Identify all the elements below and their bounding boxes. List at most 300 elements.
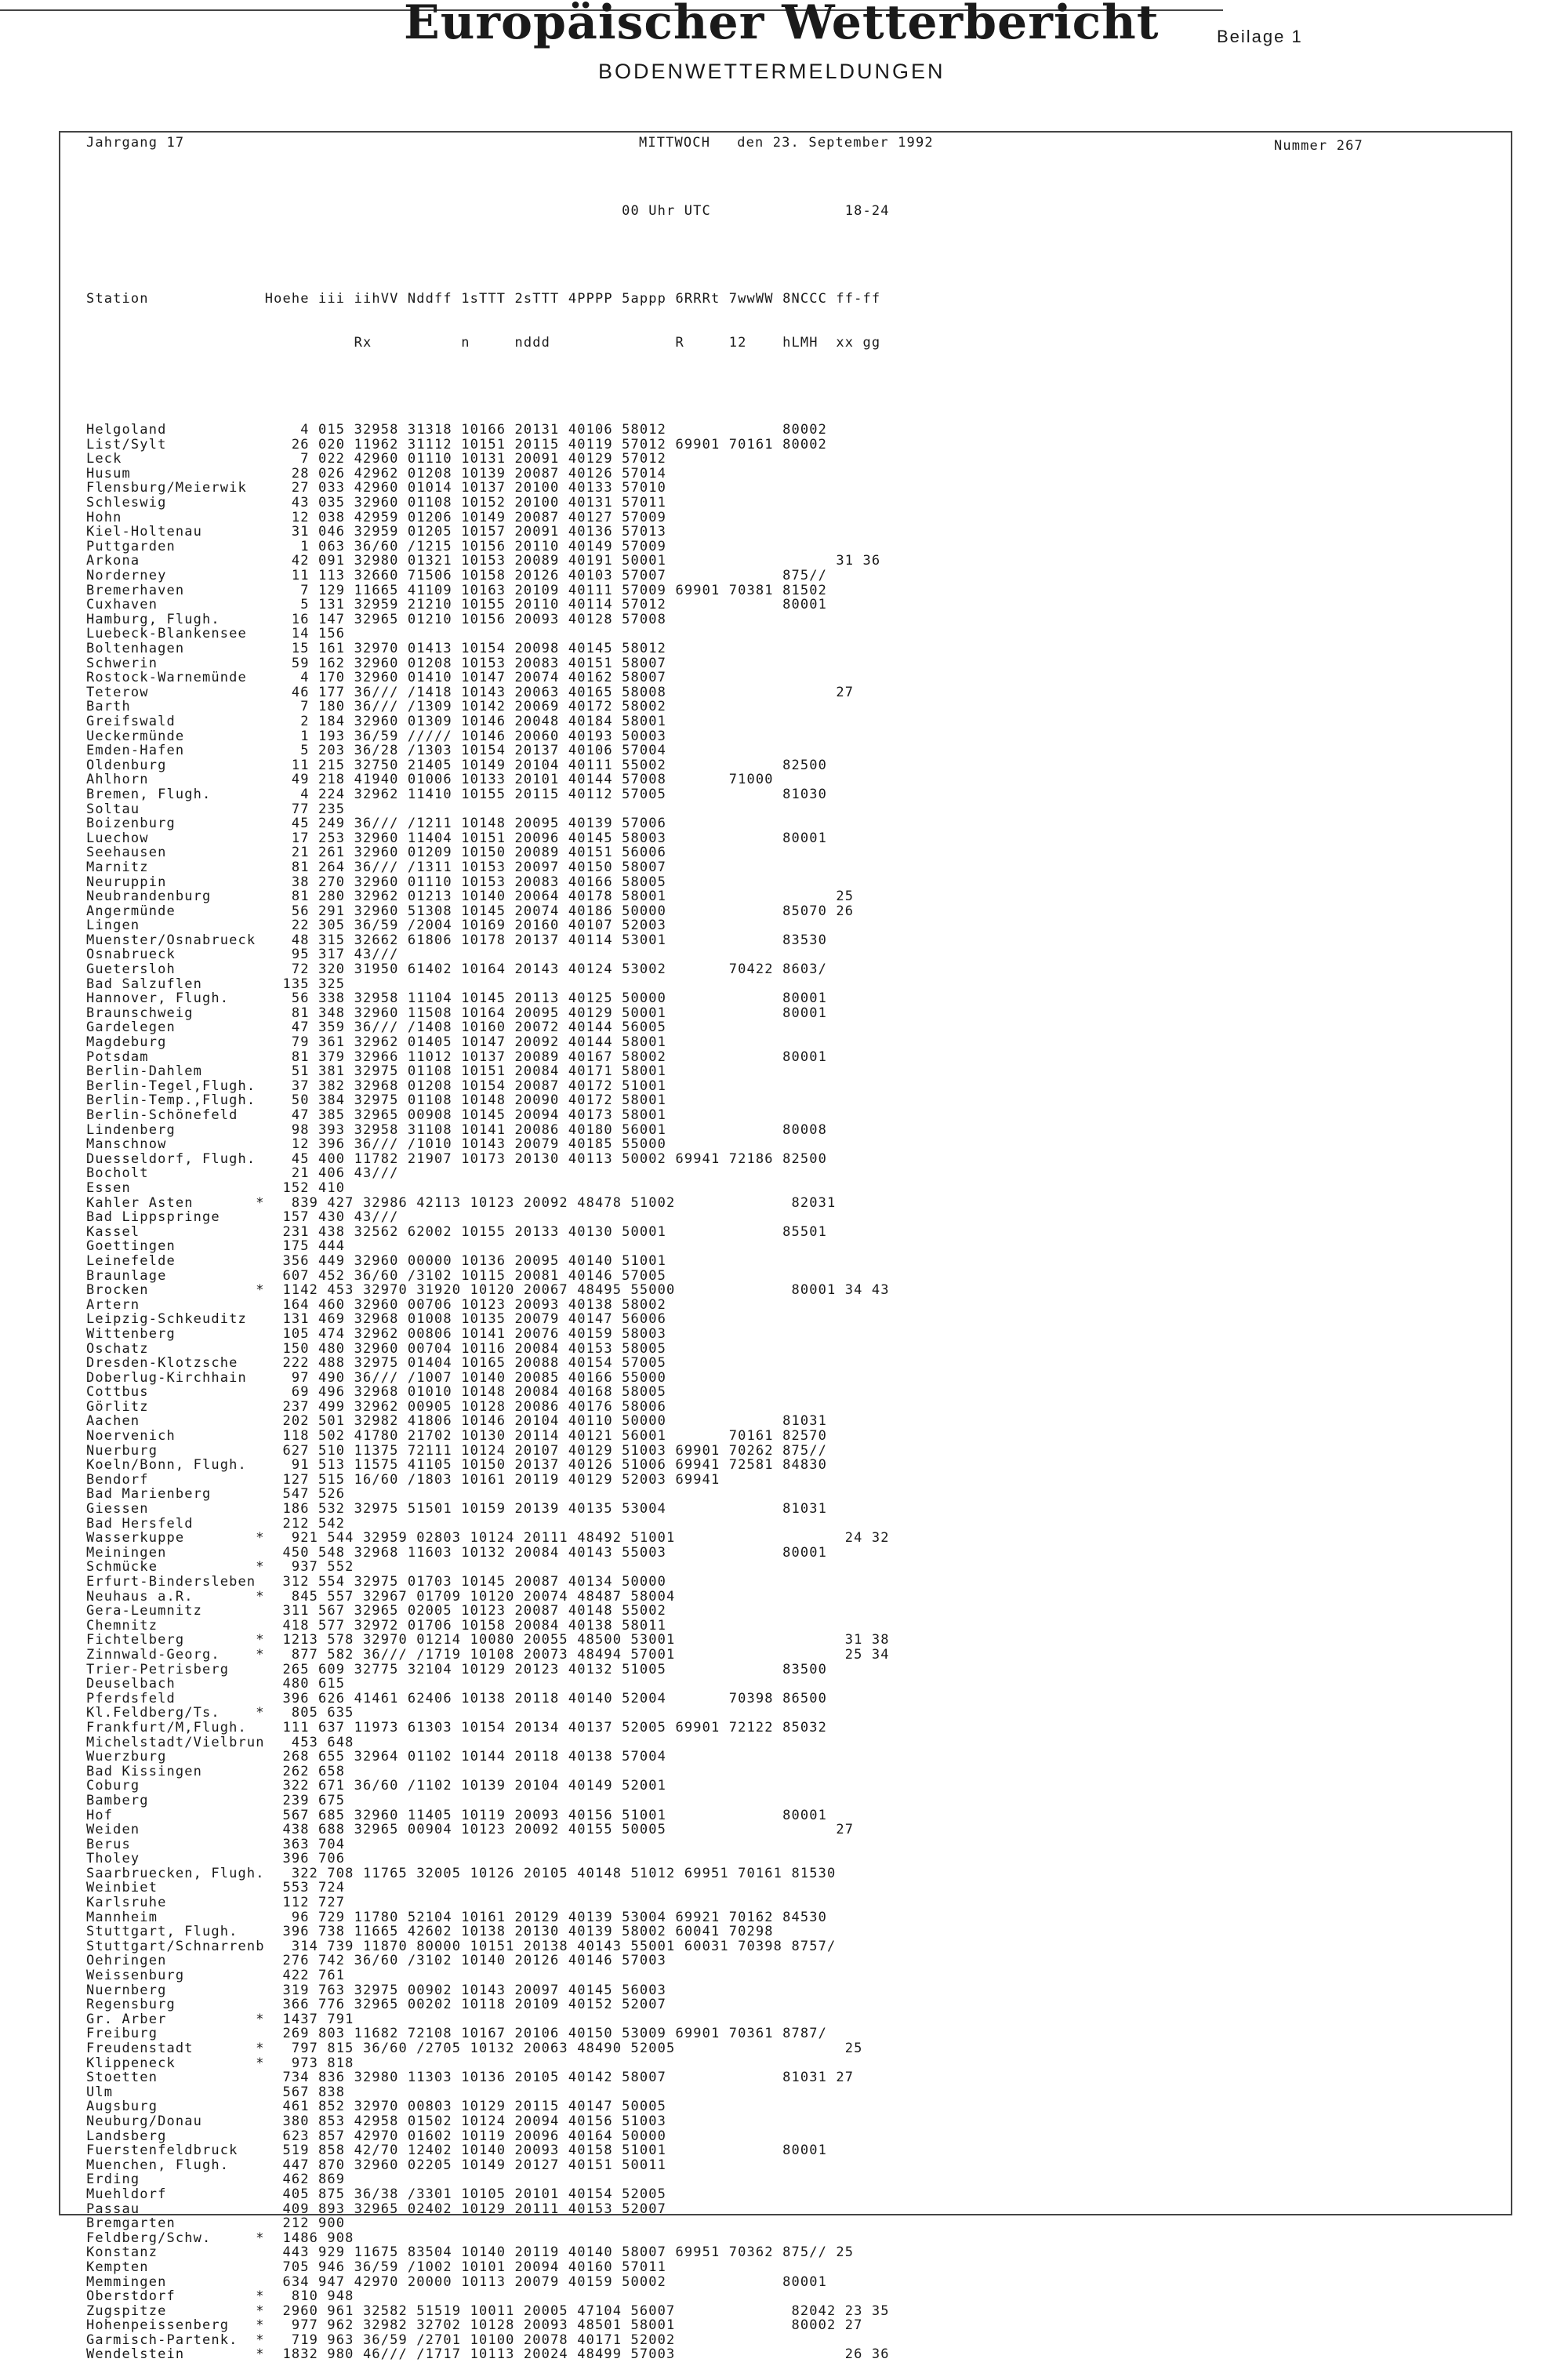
row-113-cell-11: 81031 <box>782 2070 837 2086</box>
row-17-cell-5: 10147 <box>461 670 515 686</box>
row-95-cell-12 <box>836 1808 889 1823</box>
row-7-cell-11 <box>782 524 836 540</box>
row-7-cell-5: 10157 <box>461 524 515 540</box>
row-121-cell-10 <box>729 2186 782 2202</box>
row-3-cell-2: 026 <box>318 465 354 482</box>
table-row <box>86 845 898 860</box>
row-110-cell-9: 69901 <box>675 2026 729 2042</box>
row-96-cell-0: Weiden <box>86 1822 265 1838</box>
row-1-cell-2: 020 <box>318 436 354 453</box>
row-21-cell-7: 40193 <box>568 728 622 744</box>
row-71-cell-3: 11575 <box>354 1457 408 1474</box>
row-13-cell-0: Hamburg, Flugh. <box>86 611 265 627</box>
table-row <box>86 1895 898 1910</box>
row-43-cell-5: 10137 <box>461 1049 515 1065</box>
row-31-cell-9 <box>675 874 728 890</box>
row-23-cell-9 <box>675 758 728 773</box>
row-74-cell-10 <box>729 1501 782 1517</box>
volume-label: Jahrgang 17 <box>86 135 185 151</box>
row-79-cell-12 <box>836 1574 889 1590</box>
row-23-cell-3: 32750 <box>354 757 408 773</box>
row-83-cell-2: 578 <box>327 1632 363 1648</box>
row-118-cell-1: 519 <box>264 2143 319 2159</box>
row-51-cell-8 <box>622 1165 675 1181</box>
row-124-cell-4 <box>416 2230 470 2246</box>
row-87-cell-12 <box>836 1691 889 1706</box>
row-110-cell-3: 11682 <box>354 2026 408 2042</box>
row-64-cell-11 <box>782 1355 836 1371</box>
table-row <box>86 1663 898 1677</box>
row-55-cell-12 <box>836 1224 889 1240</box>
row-80-cell-9 <box>684 1589 738 1605</box>
row-89-cell-6: 20134 <box>514 1719 568 1736</box>
row-93-cell-9 <box>675 1778 728 1794</box>
table-row <box>86 1910 898 1925</box>
row-88-cell-11 <box>791 1705 844 1721</box>
row-53-cell-2: 427 <box>327 1194 363 1211</box>
row-9-cell-5: 10153 <box>461 553 515 569</box>
row-109-cell-10 <box>738 2012 791 2027</box>
row-123-cell-12 <box>836 2215 889 2231</box>
date: den 23. September 1992 <box>737 135 934 151</box>
row-103-cell-6: 20130 <box>514 1924 568 1940</box>
row-102-cell-10: 70162 <box>728 1909 783 1925</box>
row-122-cell-2: 893 <box>318 2201 354 2217</box>
row-30-cell-8: 58007 <box>622 859 676 875</box>
row-14-cell-5 <box>461 626 514 641</box>
table-row <box>86 1327 898 1342</box>
row-105-cell-2: 742 <box>318 1953 354 1969</box>
row-15-cell-0: Boltenhagen <box>86 641 265 656</box>
row-12-cell-7: 40114 <box>568 597 622 613</box>
row-105-cell-6: 20126 <box>514 1953 568 1969</box>
row-42-cell-7: 40144 <box>568 1034 622 1051</box>
row-1-cell-1: 26 <box>264 436 319 453</box>
row-10-cell-4: 71506 <box>407 568 462 584</box>
table-row <box>86 758 898 773</box>
row-48-cell-8: 56001 <box>622 1121 676 1138</box>
row-101-cell-6 <box>515 1895 568 1910</box>
row-121-cell-11 <box>782 2186 836 2202</box>
table-row <box>86 1312 898 1327</box>
row-53-cell-9 <box>684 1195 738 1211</box>
row-103-cell-7: 40139 <box>568 1924 622 1940</box>
row-97-cell-6 <box>515 1837 568 1852</box>
row-112-cell-11 <box>791 2055 844 2071</box>
row-97-cell-4 <box>408 1837 461 1852</box>
row-82-cell-9 <box>675 1618 728 1634</box>
row-80-cell-4: 01709 <box>416 1588 470 1605</box>
table-row <box>86 2289 898 2304</box>
row-101-cell-2: 727 <box>318 1895 354 1911</box>
row-3-cell-10 <box>729 466 782 482</box>
row-64-cell-1: 222 <box>264 1355 319 1372</box>
row-110-cell-4: 72108 <box>407 2026 462 2042</box>
row-94-cell-10 <box>729 1793 782 1808</box>
row-127-cell-1: 634 <box>264 2273 319 2290</box>
row-111-cell-12: 25 <box>844 2041 899 2056</box>
row-3-cell-11 <box>782 466 836 482</box>
row-86-cell-6 <box>515 1676 568 1692</box>
row-26-cell-9 <box>675 801 728 817</box>
row-89-cell-4: 61303 <box>407 1719 462 1736</box>
row-36-cell-3: 43/// <box>354 947 408 963</box>
spacer-row <box>86 379 898 394</box>
row-119-cell-0: Muenchen, Flugh. <box>86 2157 265 2173</box>
row-73-cell-3 <box>354 1486 408 1502</box>
row-116-cell-6: 20094 <box>514 2113 568 2129</box>
row-96-cell-11 <box>782 1822 836 1837</box>
row-121-cell-2: 875 <box>318 2186 354 2202</box>
row-42-cell-10 <box>729 1034 782 1050</box>
row-25-cell-4: 11410 <box>407 786 462 802</box>
row-3-cell-1: 28 <box>264 465 319 482</box>
row-12-cell-2: 131 <box>318 597 354 613</box>
row-6-cell-6: 20087 <box>514 509 568 525</box>
row-32-cell-5: 10140 <box>461 889 515 905</box>
row-76-cell-11 <box>791 1530 844 1546</box>
observation-table <box>86 175 898 2377</box>
row-109-cell-3 <box>363 2012 416 2027</box>
row-123-cell-3 <box>354 2215 408 2231</box>
table-row <box>86 2333 898 2348</box>
row-62-cell-5: 10141 <box>461 1325 515 1342</box>
row-91-cell-6: 20118 <box>514 1749 568 1765</box>
row-26-cell-6 <box>515 801 568 817</box>
row-55-cell-3: 32562 <box>354 1223 408 1240</box>
row-13-cell-7: 40128 <box>568 611 622 627</box>
row-115-cell-1: 461 <box>264 2099 319 2115</box>
row-52-cell-5 <box>461 1180 514 1196</box>
row-129-cell-5: 10011 <box>470 2302 524 2319</box>
row-53-cell-8: 51002 <box>630 1194 684 1211</box>
row-50-cell-0: Duesseldorf, Flugh. <box>86 1150 265 1167</box>
row-9-cell-4: 01321 <box>407 553 462 569</box>
row-13-cell-4: 01210 <box>407 611 462 627</box>
row-46-cell-9 <box>675 1092 728 1108</box>
row-86-cell-11 <box>782 1676 836 1692</box>
row-90-cell-9 <box>684 1735 738 1750</box>
row-128-cell-8 <box>631 2288 684 2304</box>
row-109-cell-9 <box>684 2012 738 2027</box>
row-1-cell-10: 70161 <box>728 436 783 453</box>
row-46-cell-0: Berlin-Temp.,Flugh. <box>86 1092 265 1109</box>
row-83-cell-3: 32970 <box>362 1632 417 1648</box>
row-5-cell-1: 43 <box>264 495 319 511</box>
row-59-cell-7: 48495 <box>577 1282 631 1299</box>
row-30-cell-3: 36/// <box>354 859 408 875</box>
row-33-cell-4: 51308 <box>407 903 462 919</box>
row-62-cell-6: 20076 <box>514 1325 568 1342</box>
row-40-cell-0: Braunschweig <box>86 1005 265 1021</box>
row-6-cell-11 <box>782 510 836 525</box>
row-91-cell-3: 32964 <box>354 1749 408 1765</box>
row-39-cell-0: Hannover, Flugh. <box>86 990 265 1007</box>
table-row <box>86 816 898 831</box>
row-127-cell-6: 20079 <box>514 2273 568 2290</box>
row-48-cell-6: 20086 <box>514 1121 568 1138</box>
row-17-cell-8: 58007 <box>622 670 676 686</box>
row-7-cell-1: 31 <box>264 524 319 540</box>
row-57-cell-11 <box>782 1253 836 1269</box>
row-129-cell-4: 51519 <box>416 2302 470 2319</box>
row-94-cell-6 <box>515 1793 568 1808</box>
row-32-cell-11 <box>782 889 836 904</box>
row-11-cell-3: 11665 <box>354 582 408 598</box>
row-39-cell-9 <box>675 990 728 1006</box>
row-131-cell-1: 719 <box>274 2332 328 2348</box>
row-86-cell-1: 480 <box>264 1676 319 1692</box>
row-108-cell-10 <box>729 1997 782 2012</box>
row-34-cell-4: /2004 <box>407 918 462 934</box>
row-91-cell-0: Wuerzburg <box>86 1749 265 1765</box>
row-109-cell-6 <box>524 2012 577 2027</box>
row-70-cell-8: 51003 <box>622 1442 676 1459</box>
row-0-cell-3: 32958 <box>354 422 408 438</box>
row-102-cell-3: 11780 <box>354 1909 408 1925</box>
row-4-cell-5: 10137 <box>461 480 515 496</box>
row-29-cell-7: 40151 <box>568 845 622 861</box>
row-34-cell-9 <box>675 918 728 933</box>
row-23-cell-11: 82500 <box>782 757 837 773</box>
row-109-cell-7 <box>577 2012 630 2027</box>
row-123-cell-9 <box>675 2215 728 2231</box>
row-31-cell-3: 32960 <box>354 874 408 890</box>
row-53-cell-3: 32986 <box>362 1194 417 1211</box>
row-89-cell-12 <box>836 1720 889 1736</box>
row-115-cell-10 <box>729 2099 782 2114</box>
row-129-cell-2: 961 <box>327 2302 363 2319</box>
row-41-cell-5: 10160 <box>461 1019 515 1036</box>
row-44-cell-4: 01108 <box>407 1063 462 1080</box>
row-131-cell-7: 40171 <box>577 2332 631 2348</box>
table-row <box>86 1633 898 1648</box>
row-41-cell-0: Gardelegen <box>86 1019 265 1036</box>
row-12-cell-5: 10155 <box>461 597 515 613</box>
period-label: 18-24 <box>844 203 890 220</box>
row-114-cell-12 <box>836 2084 889 2100</box>
row-47-cell-7: 40173 <box>568 1107 622 1123</box>
row-50-cell-12 <box>836 1151 889 1167</box>
row-24-cell-9 <box>675 772 728 787</box>
row-92-cell-12 <box>836 1764 889 1779</box>
row-109-cell-8 <box>631 2012 684 2027</box>
row-117-cell-5: 10119 <box>461 2128 515 2144</box>
row-95-cell-6: 20093 <box>514 1807 568 1823</box>
row-13-cell-6: 20093 <box>514 611 568 627</box>
row-123-cell-0: Bremgarten <box>86 2215 265 2232</box>
row-131-cell-12 <box>845 2332 898 2348</box>
row-7-cell-8: 57013 <box>622 524 676 540</box>
row-4-cell-2: 033 <box>318 480 354 496</box>
row-128-cell-7 <box>577 2288 630 2304</box>
row-102-cell-7: 40139 <box>568 1909 622 1925</box>
row-52-cell-9 <box>675 1180 728 1196</box>
row-101-cell-7 <box>568 1895 622 1910</box>
row-107-cell-0: Nuernberg <box>86 1982 265 1998</box>
row-3-cell-6: 20087 <box>514 465 568 482</box>
row-126-cell-4: /1002 <box>407 2259 462 2275</box>
row-16-cell-4: 01208 <box>407 655 462 671</box>
row-80-cell-11 <box>791 1589 844 1605</box>
row-70-cell-7: 40129 <box>568 1442 622 1459</box>
row-109-cell-12 <box>845 2012 898 2027</box>
row-12-cell-6: 20110 <box>514 597 568 613</box>
row-47-cell-5: 10145 <box>461 1107 515 1123</box>
row-50-cell-7: 40113 <box>568 1150 622 1167</box>
row-16-cell-7: 40151 <box>568 655 622 671</box>
row-119-cell-5: 10149 <box>461 2157 515 2173</box>
row-67-cell-3: 32962 <box>354 1398 408 1415</box>
row-45-cell-11 <box>782 1078 836 1094</box>
row-38-cell-6 <box>515 976 568 992</box>
row-104-cell-5: 10151 <box>470 1938 524 1954</box>
row-15-cell-2: 161 <box>318 641 354 656</box>
row-103-cell-4: 42602 <box>407 1924 462 1940</box>
row-17-cell-7: 40162 <box>568 670 622 686</box>
row-105-cell-3: 36/60 <box>354 1953 408 1969</box>
row-78-cell-5 <box>470 1559 524 1575</box>
row-90-cell-8 <box>631 1735 684 1750</box>
row-99-cell-4: 32005 <box>416 1865 470 1881</box>
row-61-cell-4: 01008 <box>407 1311 462 1328</box>
row-122-cell-4: 02402 <box>407 2201 462 2217</box>
row-93-cell-4: /1102 <box>407 1778 462 1794</box>
row-54-cell-7 <box>568 1209 622 1225</box>
row-132-cell-7: 48499 <box>577 2346 631 2363</box>
row-15-cell-9 <box>675 641 728 656</box>
row-82-cell-10 <box>729 1618 782 1634</box>
row-124-cell-9 <box>684 2230 738 2246</box>
row-35-cell-8: 53001 <box>622 932 676 948</box>
row-4-cell-12 <box>836 480 889 496</box>
row-83-cell-8: 53001 <box>630 1632 684 1648</box>
row-58-cell-8: 57005 <box>622 1267 676 1284</box>
row-5-cell-5: 10152 <box>461 495 515 511</box>
row-89-cell-10: 72122 <box>728 1719 783 1736</box>
row-28-cell-6: 20096 <box>514 830 568 846</box>
row-70-cell-11: 875// <box>782 1442 837 1459</box>
row-54-cell-12 <box>836 1209 889 1225</box>
row-60-cell-0: Artern <box>86 1296 265 1313</box>
row-77-cell-6: 20084 <box>514 1544 568 1561</box>
header2-cell-2 <box>318 335 354 351</box>
row-3-cell-5: 10139 <box>461 465 515 482</box>
row-79-cell-5: 10145 <box>461 1574 515 1590</box>
row-95-cell-9 <box>675 1808 728 1823</box>
row-116-cell-3: 42958 <box>354 2113 408 2129</box>
row-100-cell-2: 724 <box>318 1880 354 1896</box>
row-31-cell-10 <box>729 874 782 890</box>
row-121-cell-4: /3301 <box>407 2186 462 2202</box>
row-7-cell-6: 20091 <box>514 524 568 540</box>
table-row <box>86 1166 898 1181</box>
row-77-cell-5: 10132 <box>461 1544 515 1561</box>
row-77-cell-10 <box>729 1545 782 1561</box>
row-46-cell-5: 10148 <box>461 1092 515 1109</box>
row-90-cell-10 <box>738 1735 791 1750</box>
row-82-cell-5: 10158 <box>461 1617 515 1634</box>
row-85-cell-0: Trier-Petrisberg <box>86 1661 265 1677</box>
row-129-cell-0: Zugspitze * <box>86 2302 274 2319</box>
row-62-cell-11 <box>782 1326 836 1342</box>
row-50-cell-2: 400 <box>318 1150 354 1167</box>
row-58-cell-0: Braunlage <box>86 1267 265 1284</box>
header1-cell-11: 8NCCC <box>782 290 837 307</box>
header2-cell-9: R <box>675 334 729 351</box>
row-86-cell-0: Deuselbach <box>86 1676 265 1692</box>
row-43-cell-6: 20089 <box>514 1049 568 1065</box>
row-115-cell-6: 20115 <box>514 2099 568 2115</box>
table-row <box>86 729 898 744</box>
row-14-cell-1: 14 <box>264 626 319 642</box>
row-80-cell-12 <box>845 1589 898 1605</box>
row-39-cell-11: 80001 <box>782 990 837 1007</box>
row-10-cell-6: 20126 <box>514 568 568 584</box>
row-74-cell-3: 32975 <box>354 1501 408 1517</box>
row-79-cell-11 <box>782 1574 836 1590</box>
row-98-cell-8 <box>622 1851 675 1866</box>
row-56-cell-1: 175 <box>264 1238 319 1255</box>
row-49-cell-0: Manschnow <box>86 1136 265 1153</box>
row-88-cell-7 <box>577 1705 630 1721</box>
row-26-cell-7 <box>568 801 622 817</box>
row-75-cell-10 <box>729 1516 782 1532</box>
row-49-cell-2: 396 <box>318 1136 354 1153</box>
table-row <box>86 1196 898 1211</box>
row-123-cell-4 <box>408 2215 461 2231</box>
row-81-cell-4: 02005 <box>407 1603 462 1619</box>
row-132-cell-1: 1832 <box>274 2346 328 2363</box>
row-108-cell-3: 32965 <box>354 1997 408 2013</box>
row-100-cell-5 <box>461 1880 514 1895</box>
spacer-row <box>86 248 898 263</box>
row-90-cell-1: 453 <box>274 1734 328 1750</box>
row-79-cell-8: 50000 <box>622 1574 676 1590</box>
row-118-cell-2: 858 <box>318 2143 354 2159</box>
row-68-cell-3: 32982 <box>354 1413 408 1430</box>
row-120-cell-2: 869 <box>318 2172 354 2188</box>
table-row <box>86 1458 898 1473</box>
row-51-cell-9 <box>675 1165 728 1181</box>
row-107-cell-11 <box>782 1983 836 1998</box>
row-0-cell-5: 10166 <box>461 422 515 438</box>
row-88-cell-2: 635 <box>327 1705 363 1721</box>
row-4-cell-4: 01014 <box>407 480 462 496</box>
row-111-cell-9 <box>684 2041 738 2056</box>
row-27-cell-10 <box>729 816 782 831</box>
table-row <box>86 1837 898 1852</box>
table-row <box>86 1517 898 1532</box>
row-95-cell-10 <box>729 1808 782 1823</box>
row-110-cell-12 <box>836 2026 889 2041</box>
table-row <box>86 569 898 583</box>
row-125-cell-6: 20119 <box>514 2244 568 2261</box>
weekday: MITTWOCH <box>639 135 711 151</box>
row-63-cell-10 <box>729 1341 782 1357</box>
row-59-cell-4: 31920 <box>416 1282 470 1299</box>
row-46-cell-6: 20090 <box>514 1092 568 1109</box>
row-52-cell-2: 410 <box>318 1179 354 1196</box>
row-34-cell-12 <box>836 918 889 933</box>
row-24-cell-7: 40144 <box>568 772 622 788</box>
row-102-cell-6: 20129 <box>514 1909 568 1925</box>
row-73-cell-0: Bad Marienberg <box>86 1486 265 1503</box>
row-27-cell-8: 57006 <box>622 816 676 832</box>
row-103-cell-3: 11665 <box>354 1924 408 1940</box>
row-34-cell-1: 22 <box>264 918 319 934</box>
row-116-cell-9 <box>675 2113 728 2129</box>
